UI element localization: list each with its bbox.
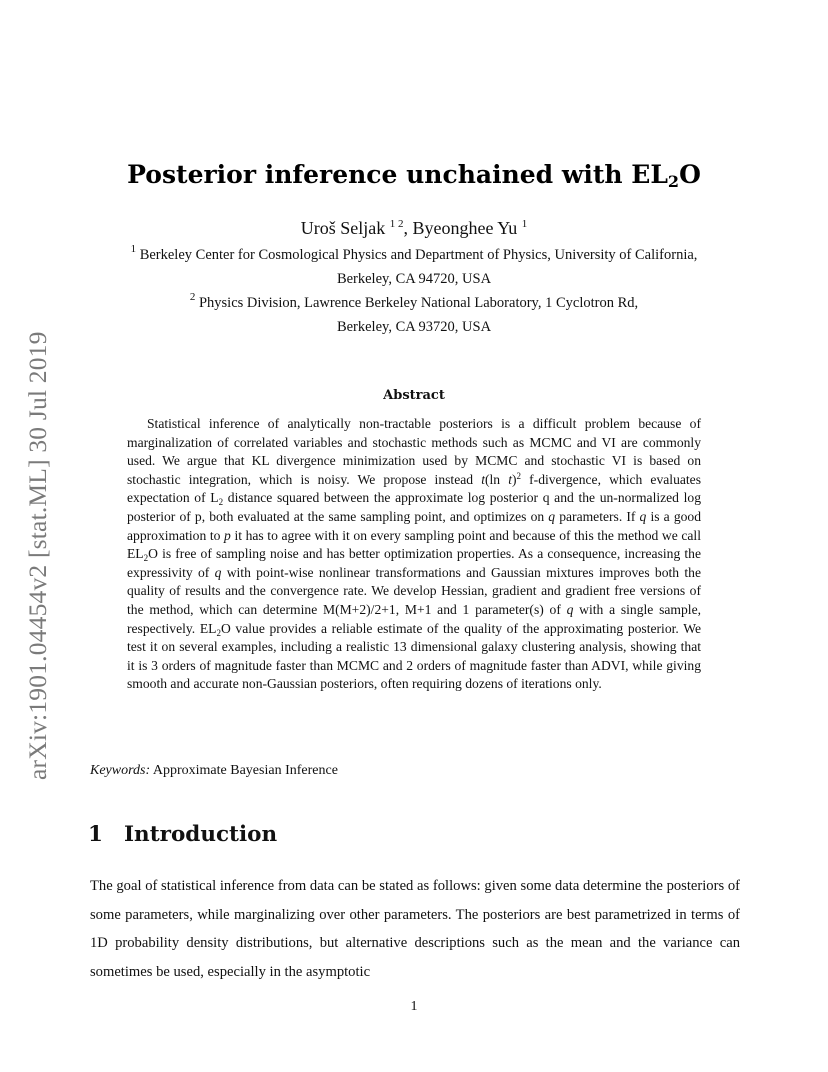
math-text: ) bbox=[511, 471, 517, 487]
title-end: O bbox=[679, 160, 701, 189]
affiliation-1 bbox=[90, 243, 738, 264]
abstract-segment: distance squared between the approximate log posterior q and the un-normalized log posterior of p, both evaluated at the same sampling point, and optimizes on bbox=[127, 490, 702, 524]
arxiv-identifier-stamp: arXiv:1901.04454v2 [stat.ML] 30 Jul 2019 bbox=[23, 331, 52, 780]
keywords-line bbox=[90, 763, 738, 779]
affiliation-2-address: Berkeley, CA 93720, USA bbox=[336, 319, 492, 335]
author-list bbox=[90, 218, 738, 239]
title-subscript: 2 bbox=[667, 172, 680, 191]
abstract-segment: with point-wise nonlinear transformations and Gaussian mixtures improves both the quality of results and the convergence rate. We develop Hessian, gradient and gradient free versions of the method, which can determine M(M+2)/2+1, M+1 and 1 parameter(s) of bbox=[127, 564, 701, 617]
section-heading bbox=[88, 822, 736, 847]
page-number: 1 bbox=[410, 999, 418, 1014]
affiliation-2 bbox=[90, 291, 738, 312]
math-subscript: 2 bbox=[216, 627, 221, 638]
paper-title bbox=[90, 160, 738, 189]
introduction-paragraph: The goal of statistical inference from data can be stated as follows: given some data determine the posteriors of some parameters, while marginalizing over other parameters. The posteriors are best parametrized in terms of 1D probability density distributions, but alternative descriptions such as the mean and the variance can sometimes be used, especially in the asymptotic bbox=[90, 878, 740, 980]
math-text: (ln bbox=[484, 471, 509, 487]
math-var: q bbox=[566, 601, 574, 617]
abstract-segment: f-divergence, which evaluates expectation of L bbox=[127, 471, 701, 506]
math-var: q bbox=[639, 508, 647, 524]
abstract-segment: Statistical inference of analytically non-tractable posteriors is a difficult problem because of marginalization of correlated variables and stochastic methods such as MCMC and VI are commonly used. We argue that KL divergence minimization used by MCMC and stochastic VI is based on stochastic integration, which is noisy. We propose instead bbox=[127, 416, 701, 487]
author-name: Uroš Seljak bbox=[300, 218, 386, 238]
keywords-label: Keywords: bbox=[90, 763, 151, 778]
section-number: 1 bbox=[88, 822, 103, 847]
abstract-segment: O is free of sampling noise and has better optimization properties. As a consequence, increasing the expressivity of bbox=[127, 546, 701, 580]
math-subscript: 2 bbox=[143, 553, 149, 564]
author-separator: , bbox=[403, 218, 413, 238]
math-var: t bbox=[508, 471, 512, 487]
math-subscript: 2 bbox=[218, 497, 224, 508]
abstract-segment: with a single sample, respectively. EL bbox=[127, 601, 701, 636]
math-var: q bbox=[548, 508, 556, 524]
abstract-segment: it has to agree with it on every sampling point and because of this the method we call EL bbox=[127, 527, 701, 562]
author-affiliation-mark: 1 2 bbox=[389, 218, 404, 230]
author-affiliation-mark: 1 bbox=[521, 218, 528, 230]
section-title: Introduction bbox=[124, 822, 278, 847]
abstract-segment: parameters. If bbox=[555, 508, 640, 524]
title-main: Posterior inference unchained with EL bbox=[127, 160, 668, 189]
math-var: p bbox=[224, 527, 231, 543]
affiliation-mark: 1 bbox=[130, 243, 137, 255]
math-var: t bbox=[481, 471, 485, 487]
author-name: Byeonghee Yu bbox=[412, 218, 518, 238]
affiliation-line: Berkeley Center for Cosmological Physics and Department of Physics, University of California, bbox=[139, 247, 698, 263]
abstract-heading: Abstract bbox=[383, 388, 445, 403]
abstract-text bbox=[127, 415, 701, 694]
abstract-segment: is a good approximation to bbox=[127, 508, 702, 543]
math-exponent: 2 bbox=[516, 470, 522, 481]
affiliation-1-address: Berkeley, CA 94720, USA bbox=[336, 271, 492, 287]
abstract-segment: O value provides a reliable estimate of the quality of the approximating posterior. We test it on several examples, including a realistic 13 dimensional galaxy clustering analysis, showing that it is 3 orders of magnitude faster than MCMC and 2 orders of magnitude faster than ADVI, while giving smooth and accurate non-Gaussian posteriors, often requiring dozens of iterations only. bbox=[127, 620, 701, 692]
affiliation-line: Physics Division, Lawrence Berkeley National Laboratory, 1 Cyclotron Rd, bbox=[198, 295, 639, 311]
math-var: q bbox=[214, 564, 222, 580]
affiliation-mark: 2 bbox=[189, 291, 196, 303]
keywords-value: Approximate Bayesian Inference bbox=[150, 763, 338, 778]
